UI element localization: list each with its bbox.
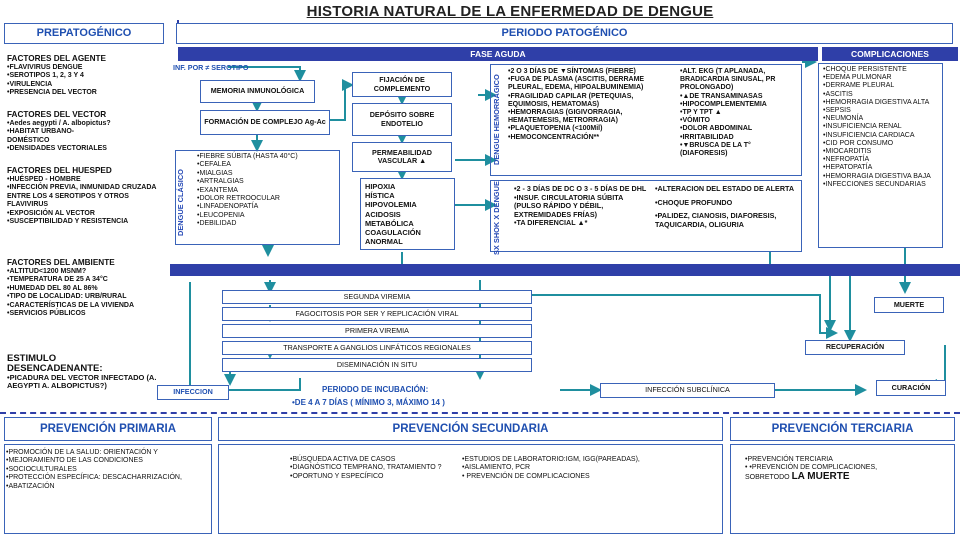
list-item: •HIPOCOMPLEMENTEMIA [680, 100, 767, 108]
muerte-box: MUERTE [874, 297, 944, 313]
factores-huesped [7, 166, 167, 226]
list-item: •CHOQUE PERSISTENTE [823, 66, 907, 73]
horizon-band [170, 264, 960, 276]
list-item: •FUGA DE PLASMA (ASCITIS, DERRAME PLEURAL, EDEMA, HIPOALBUMINEMIA) [508, 76, 645, 92]
infeccion-box: INFECCION [157, 385, 229, 400]
list-item: •FLAVIVIRUS DENGUE [7, 64, 83, 71]
list-item: •▼BRUSCA DE LA T° (DIAFORESIS) [680, 141, 751, 158]
stage-primera-viremia: PRIMERA VIREMIA [222, 324, 532, 338]
list-item: •SUSCEPTIBILIDAD Y RESISTENCIA [7, 218, 129, 226]
list-item: •SEPSIS [823, 107, 851, 115]
prevencion-terciaria-list [745, 456, 950, 482]
header-complicaciones: COMPLICACIONES [822, 47, 958, 61]
la-muerte-emphasis: LA MUERTE [791, 470, 850, 482]
factores-huesped-title: FACTORES DEL HUESPED [7, 166, 112, 175]
page-title: HISTORIA NATURAL DE LA ENFERMEDAD DE DENGUE [306, 3, 714, 20]
incubacion-title: PERIODO DE INCUBACIÓN: [322, 385, 429, 394]
list-item: •PALIDEZ, CIANOSIS, DIAFORESIS, TAQUICARDIA, OLIGURIA [655, 211, 777, 229]
list-item: •ABATIZACIÓN [6, 482, 55, 490]
list-item: •EXPOSICIÓN AL VECTOR [7, 209, 95, 217]
prevencion-secundaria-title: PREVENCIÓN SECUNDARIA [218, 417, 723, 441]
list-item: •EDEMA PULMONAR [823, 74, 892, 82]
list-item: COAGULACIÓN [365, 228, 421, 238]
recuperacion-box: RECUPERACIÓN [805, 340, 905, 355]
hipoxia-box [360, 178, 455, 250]
list-item: •PREVENCIÓN TERCIARIA [745, 456, 833, 463]
list-item: •CEFALEA [197, 161, 231, 169]
list-item [745, 470, 950, 482]
dengue-hemorragico-label: DENGUE HEMORRÁGICO [492, 74, 501, 165]
list-item: •ALT. EKG (T APLANADA, BRADICARDIA SINUSAL, PR PROLONGADO) [680, 68, 776, 92]
estimulo-title-2: DESENCADENANTE: [7, 363, 103, 374]
list-item: •TP Y TPT ▲ [680, 109, 722, 117]
list-item: •HUÉSPED - HOMBRE [7, 176, 81, 183]
list-item: •VIRULENCIA [7, 80, 53, 88]
list-item: •INFECCIONES SECUNDARIAS [823, 180, 926, 188]
stage-fagocitosis: FAGOCITOSIS POR SER Y REPLICACIÓN VIRAL [222, 307, 532, 321]
deposito-endotelio-box: DEPÓSITO SOBRE ENDOTELIO [352, 103, 452, 136]
list-item: •MIOCARDITIS [823, 148, 872, 156]
list-item: •2 - 3 DÍAS DE DC O 3 - 5 DÍAS DE DHL [514, 184, 647, 193]
hemorragico-right-list [680, 68, 800, 158]
list-item: HÍSTICA [365, 191, 395, 201]
list-item: •DERRAME PLEURAL [823, 82, 895, 90]
list-item: •ASCITIS [823, 90, 853, 98]
list-item: •CID POR CONSUMO [823, 139, 894, 147]
list-item: •HEPATOPATÍA [823, 164, 873, 172]
list-item: •HEMORRAGIAS (GIGIVORRAGIA, HEMATEMESIS, METRORRAGIA) [508, 109, 623, 125]
list-item: DOMÉSTICO [7, 136, 50, 144]
list-item: •OPORTUNO Y ESPECÍFICO [290, 472, 384, 480]
list-item: •LEUCOPENIA [197, 211, 245, 219]
inf-serotipo-label: INF. POR ≠ SEROTIPO [173, 63, 249, 72]
list-item: •CHOQUE PROFUNDO [655, 197, 733, 207]
list-item: •PRESENCIA DEL VECTOR [7, 89, 97, 97]
list-item: •DEBILIDAD [197, 220, 237, 228]
list-item: •INSUF. CIRCULATORIA SÚBITA (PULSO RÁPIDO Y DÉBIL, EXTREMIDADES FRÍAS) [514, 192, 623, 219]
prevencion-terciaria-title: PREVENCIÓN TERCIARIA [730, 417, 955, 441]
factores-vector [7, 110, 167, 154]
list-item: •DOLOR RETROOCULAR [197, 195, 280, 203]
factores-agente [7, 54, 167, 98]
list-item: ANORMAL [365, 237, 403, 247]
hemorragico-left-list [508, 68, 676, 142]
stage-diseminacion: DISEMINACIÓN IN SITU [222, 358, 532, 372]
list-item: •HEMOCONCENTRACIÓN** [508, 133, 600, 141]
list-item: •SOCIOCULTURALES [6, 465, 77, 473]
stage-segunda-viremia: SEGUNDA VIREMIA [222, 290, 532, 304]
list-item: •FRAGILIDAD CAPILAR (PETEQUIAS, EQUIMOSIS, HEMATOMAS) [508, 92, 634, 108]
complicaciones-box [818, 63, 943, 248]
list-item: •NEUMONÍA [823, 115, 864, 123]
list-item: • •PREVENCIÓN DE COMPLICACIONES, [745, 464, 878, 472]
list-item: • PREVENCIÓN DE COMPLICACIONES [462, 472, 590, 480]
memoria-inmunologica-box: MEMORIA INMUNOLÓGICA [200, 80, 315, 103]
list-item: •ARTRALGIAS [197, 178, 244, 186]
list-item: •NEFROPATÍA [823, 156, 870, 164]
prevencion-primaria-list [6, 449, 211, 491]
list-item: •LINFADENOPATÍA [197, 203, 259, 211]
list-item: •BÚSQUEDA ACTIVA DE CASOS [290, 456, 396, 463]
formacion-complejo-box: FORMACIÓN DE COMPLEJO Ag-Ac [200, 110, 330, 135]
list-item: •PICADURA DEL VECTOR INFECTADO (A. AEGYPTI A. ALBOPICTUS?) [7, 373, 157, 391]
permeabilidad-vascular-box: PERMEABILIDAD VASCULAR ▲ [352, 142, 452, 172]
list-item: •PLAQUETOPENIA (<100Mil) [508, 125, 603, 133]
list-item: •FIEBRE SÚBITA (HASTA 40°C) [197, 153, 298, 160]
sx-shock-label: SX SHOK X DENGUE [492, 181, 501, 255]
list-item: HIPOXIA [365, 182, 396, 191]
list-item: •IRRITABILIDAD [680, 133, 734, 141]
prevencion-primaria-title: PREVENCIÓN PRIMARIA [4, 417, 212, 441]
list-item: •ESTUDIOS DE LABORATORIO:IGM, IGG(PAREADAS), [462, 456, 640, 463]
estimulo-title-1: ESTIMULO [7, 353, 57, 364]
prevencion-secundaria-right [462, 456, 652, 481]
fijacion-complemento-box: FIJACIÓN DE COMPLEMENTO [352, 72, 452, 97]
list-item: METABÓLICA [365, 218, 414, 228]
list-item: •HEMORRAGIA DIGESTIVA BAJA [823, 172, 931, 180]
dengue-clasico-label: DENGUE CLÁSICO [176, 169, 185, 236]
infeccion-subclinica-box: INFECCIÓN SUBCLÍNICA [600, 383, 775, 398]
list-item: •DENSIDADES VECTORIALES [7, 145, 107, 153]
header-periodo-patogenico: PERIODO PATOGÉNICO [176, 23, 953, 44]
list-item: •MIALGIAS [197, 169, 233, 177]
list-item: •ALTERACION DEL ESTADO DE ALERTA [655, 184, 795, 193]
list-item: ACIDOSIS [365, 209, 401, 219]
shock-left-list [514, 185, 650, 228]
factores-ambiente-title: FACTORES DEL AMBIENTE [7, 258, 115, 267]
sobretodo-text: SOBRETODO [745, 473, 790, 481]
incubacion-range: •DE 4 A 7 DÍAS ( MÍNIMO 3, MÁXIMO 14 ) [292, 398, 445, 407]
list-item: HIPOVOLEMIA [365, 200, 417, 210]
header-fase-aguda: FASE AGUDA [178, 47, 818, 61]
list-item: •TIPO DE LOCALIDAD: URB/RURAL [7, 293, 127, 301]
list-item: •HEMORRAGIA DIGESTIVA ALTA [823, 98, 930, 106]
list-item: •SERVICIOS PÚBLICOS [7, 310, 86, 318]
factores-vector-title: FACTORES DEL VECTOR [7, 110, 107, 119]
list-item: •INSUFICIENCIA RENAL [823, 123, 902, 131]
list-item: •ALTITUD<1200 MSNM? [7, 268, 87, 275]
list-item: •HABITAT URBANO- [7, 128, 75, 136]
list-item: •DIAGNÓSTICO TEMPRANO, TRATAMIENTO ? [290, 464, 442, 472]
curacion-box: CURACIÓN [876, 380, 946, 396]
list-item: •PROTECCIÓN ESPECÍFICA: DESCACHARRIZACIÓN, [6, 474, 182, 482]
list-item: •CARACTERÍSTICAS DE LA VIVIENDA [7, 301, 135, 309]
list-item: •PROMOCIÓN DE LA SALUD: ORIENTACIÓN Y [6, 449, 158, 456]
prevencion-secundaria-left [290, 456, 445, 481]
divider-line [0, 412, 960, 414]
list-item: •HUMEDAD DEL 80 AL 86% [7, 284, 98, 292]
list-item: •▲DE TRANSAMINASAS [680, 92, 763, 100]
dengue-clasico-list [197, 153, 337, 229]
list-item: •Aedes aegypti / A. albopictus? [7, 120, 111, 127]
stage-transporte-ganglios: TRANSPORTE A GANGLIOS LINFÁTICOS REGIONALES [222, 341, 532, 355]
list-item: •VÓMITO [680, 117, 710, 125]
list-item: •TEMPERATURA DE 25 A 34°C [7, 276, 108, 284]
factores-ambiente [7, 258, 167, 318]
list-item: •EXANTEMA [197, 186, 238, 194]
list-item: •TA DIFERENCIAL ▲* [514, 218, 588, 228]
list-item: •INFECCIÓN PREVIA, INMUNIDAD CRUZADA ENTRE LOS 4 SEROTIPOS Y OTROS FLAVIVIRUS [7, 184, 157, 209]
list-item: •DOLOR ABDOMINAL [680, 125, 753, 133]
header-prepatogenico: PREPATOGÉNICO [4, 23, 164, 44]
list-item: •SEROTIPOS 1, 2, 3 Y 4 [7, 72, 84, 80]
factores-agente-title: FACTORES DEL AGENTE [7, 54, 107, 63]
shock-right-list [655, 185, 800, 229]
list-item: •INSUFICIENCIA CARDIACA [823, 131, 915, 139]
list-item: •2 O 3 DÍAS DE ▼SÍNTOMAS (FIEBRE) [508, 68, 636, 75]
list-item: •MEJORAMIENTO DE LAS CONDICIONES [6, 457, 143, 465]
list-item: •AISLAMIENTO, PCR [462, 464, 531, 472]
estimulo-desencadenante [7, 354, 167, 391]
